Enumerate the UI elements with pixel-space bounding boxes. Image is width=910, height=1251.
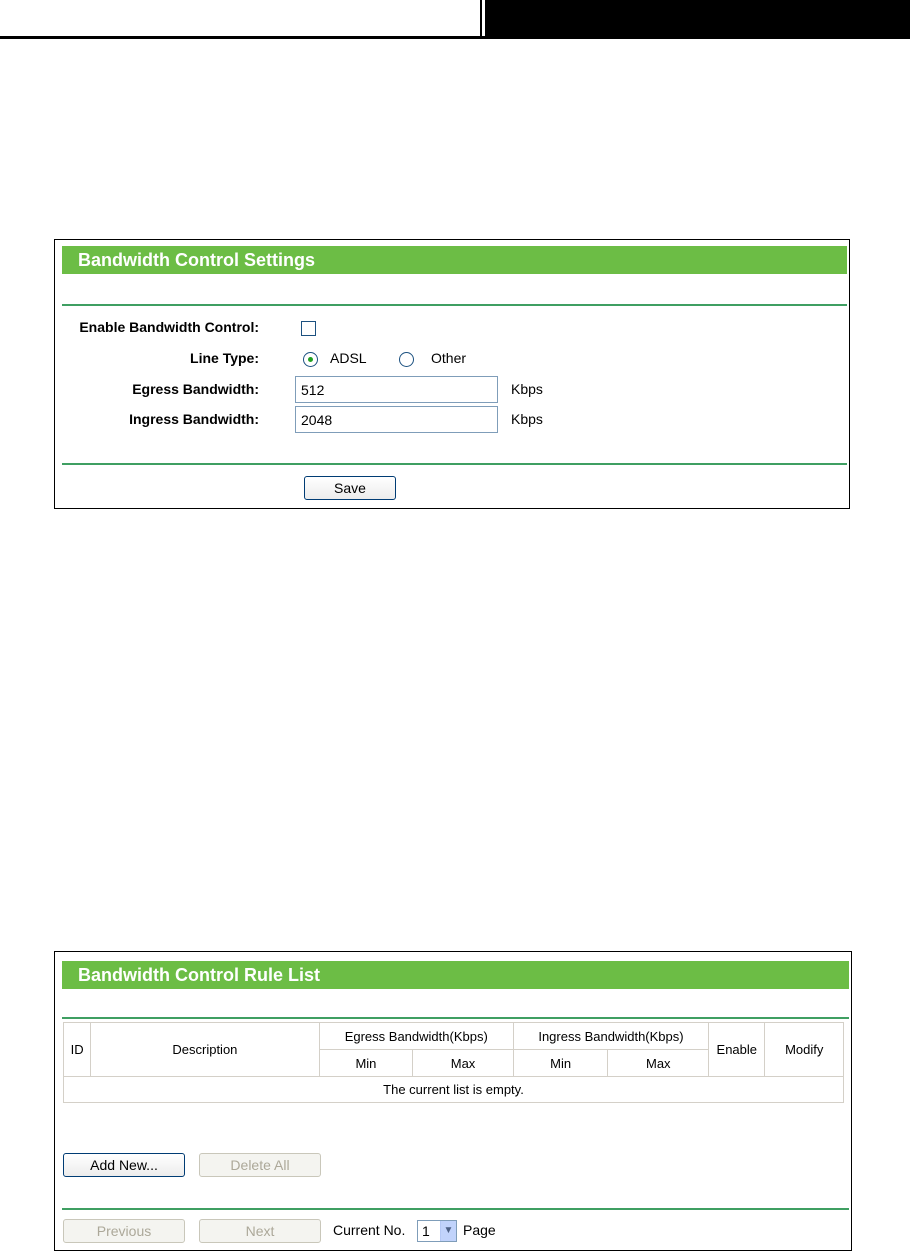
header-ingress: Ingress Bandwidth(Kbps) xyxy=(513,1023,708,1050)
header-description: Description xyxy=(91,1023,319,1077)
header-egress: Egress Bandwidth(Kbps) xyxy=(319,1023,513,1050)
bandwidth-settings-panel xyxy=(54,239,850,509)
line-type-label: Line Type: xyxy=(190,350,259,366)
previous-button[interactable]: Previous xyxy=(63,1219,185,1243)
header-modify: Modify xyxy=(765,1023,844,1077)
rule-list-panel-title: Bandwidth Control Rule List xyxy=(62,961,849,989)
rule-list-bottom-divider xyxy=(62,1208,849,1210)
egress-unit-label: Kbps xyxy=(511,381,543,397)
line-type-adsl-radio[interactable] xyxy=(303,352,318,367)
header-egress-max: Max xyxy=(413,1050,514,1077)
ingress-bandwidth-input[interactable] xyxy=(295,406,498,433)
page-select-value: 1 xyxy=(422,1223,430,1239)
enable-bandwidth-checkbox[interactable] xyxy=(301,321,316,336)
empty-list-message: The current list is empty. xyxy=(64,1077,844,1103)
settings-panel-title: Bandwidth Control Settings xyxy=(62,246,847,274)
header-ingress-min: Min xyxy=(513,1050,608,1077)
header-ingress-max: Max xyxy=(608,1050,709,1077)
header-egress-min: Min xyxy=(319,1050,413,1077)
settings-top-divider xyxy=(62,304,847,306)
line-type-other-label: Other xyxy=(431,350,467,366)
header-enable: Enable xyxy=(709,1023,765,1077)
page-select[interactable] xyxy=(417,1220,457,1242)
egress-bandwidth-input[interactable] xyxy=(295,376,498,403)
page-label: Page xyxy=(463,1222,496,1238)
rule-list-panel xyxy=(54,951,852,1251)
header-rule xyxy=(0,36,910,39)
ingress-bandwidth-label: Ingress Bandwidth: xyxy=(129,411,259,427)
chevron-down-icon[interactable]: ▼ xyxy=(440,1221,456,1241)
header-bar-dark xyxy=(486,0,910,37)
rule-list-table xyxy=(63,1022,844,1103)
egress-bandwidth-label: Egress Bandwidth: xyxy=(132,381,259,397)
enable-bandwidth-label: Enable Bandwidth Control: xyxy=(79,319,259,335)
next-button[interactable]: Next xyxy=(199,1219,321,1243)
save-button[interactable]: Save xyxy=(304,476,396,500)
rule-list-top-divider xyxy=(62,1017,849,1019)
add-new-button[interactable]: Add New... xyxy=(63,1153,185,1177)
settings-bottom-divider xyxy=(62,463,847,465)
delete-all-button[interactable]: Delete All xyxy=(199,1153,321,1177)
current-no-label: Current No. xyxy=(333,1222,406,1238)
ingress-unit-label: Kbps xyxy=(511,411,543,427)
header-id: ID xyxy=(64,1023,91,1077)
line-type-adsl-label: ADSL xyxy=(330,350,367,366)
radio-selected-dot xyxy=(308,357,313,362)
line-type-other-radio[interactable] xyxy=(399,352,414,367)
header-bar-separator xyxy=(480,0,486,37)
